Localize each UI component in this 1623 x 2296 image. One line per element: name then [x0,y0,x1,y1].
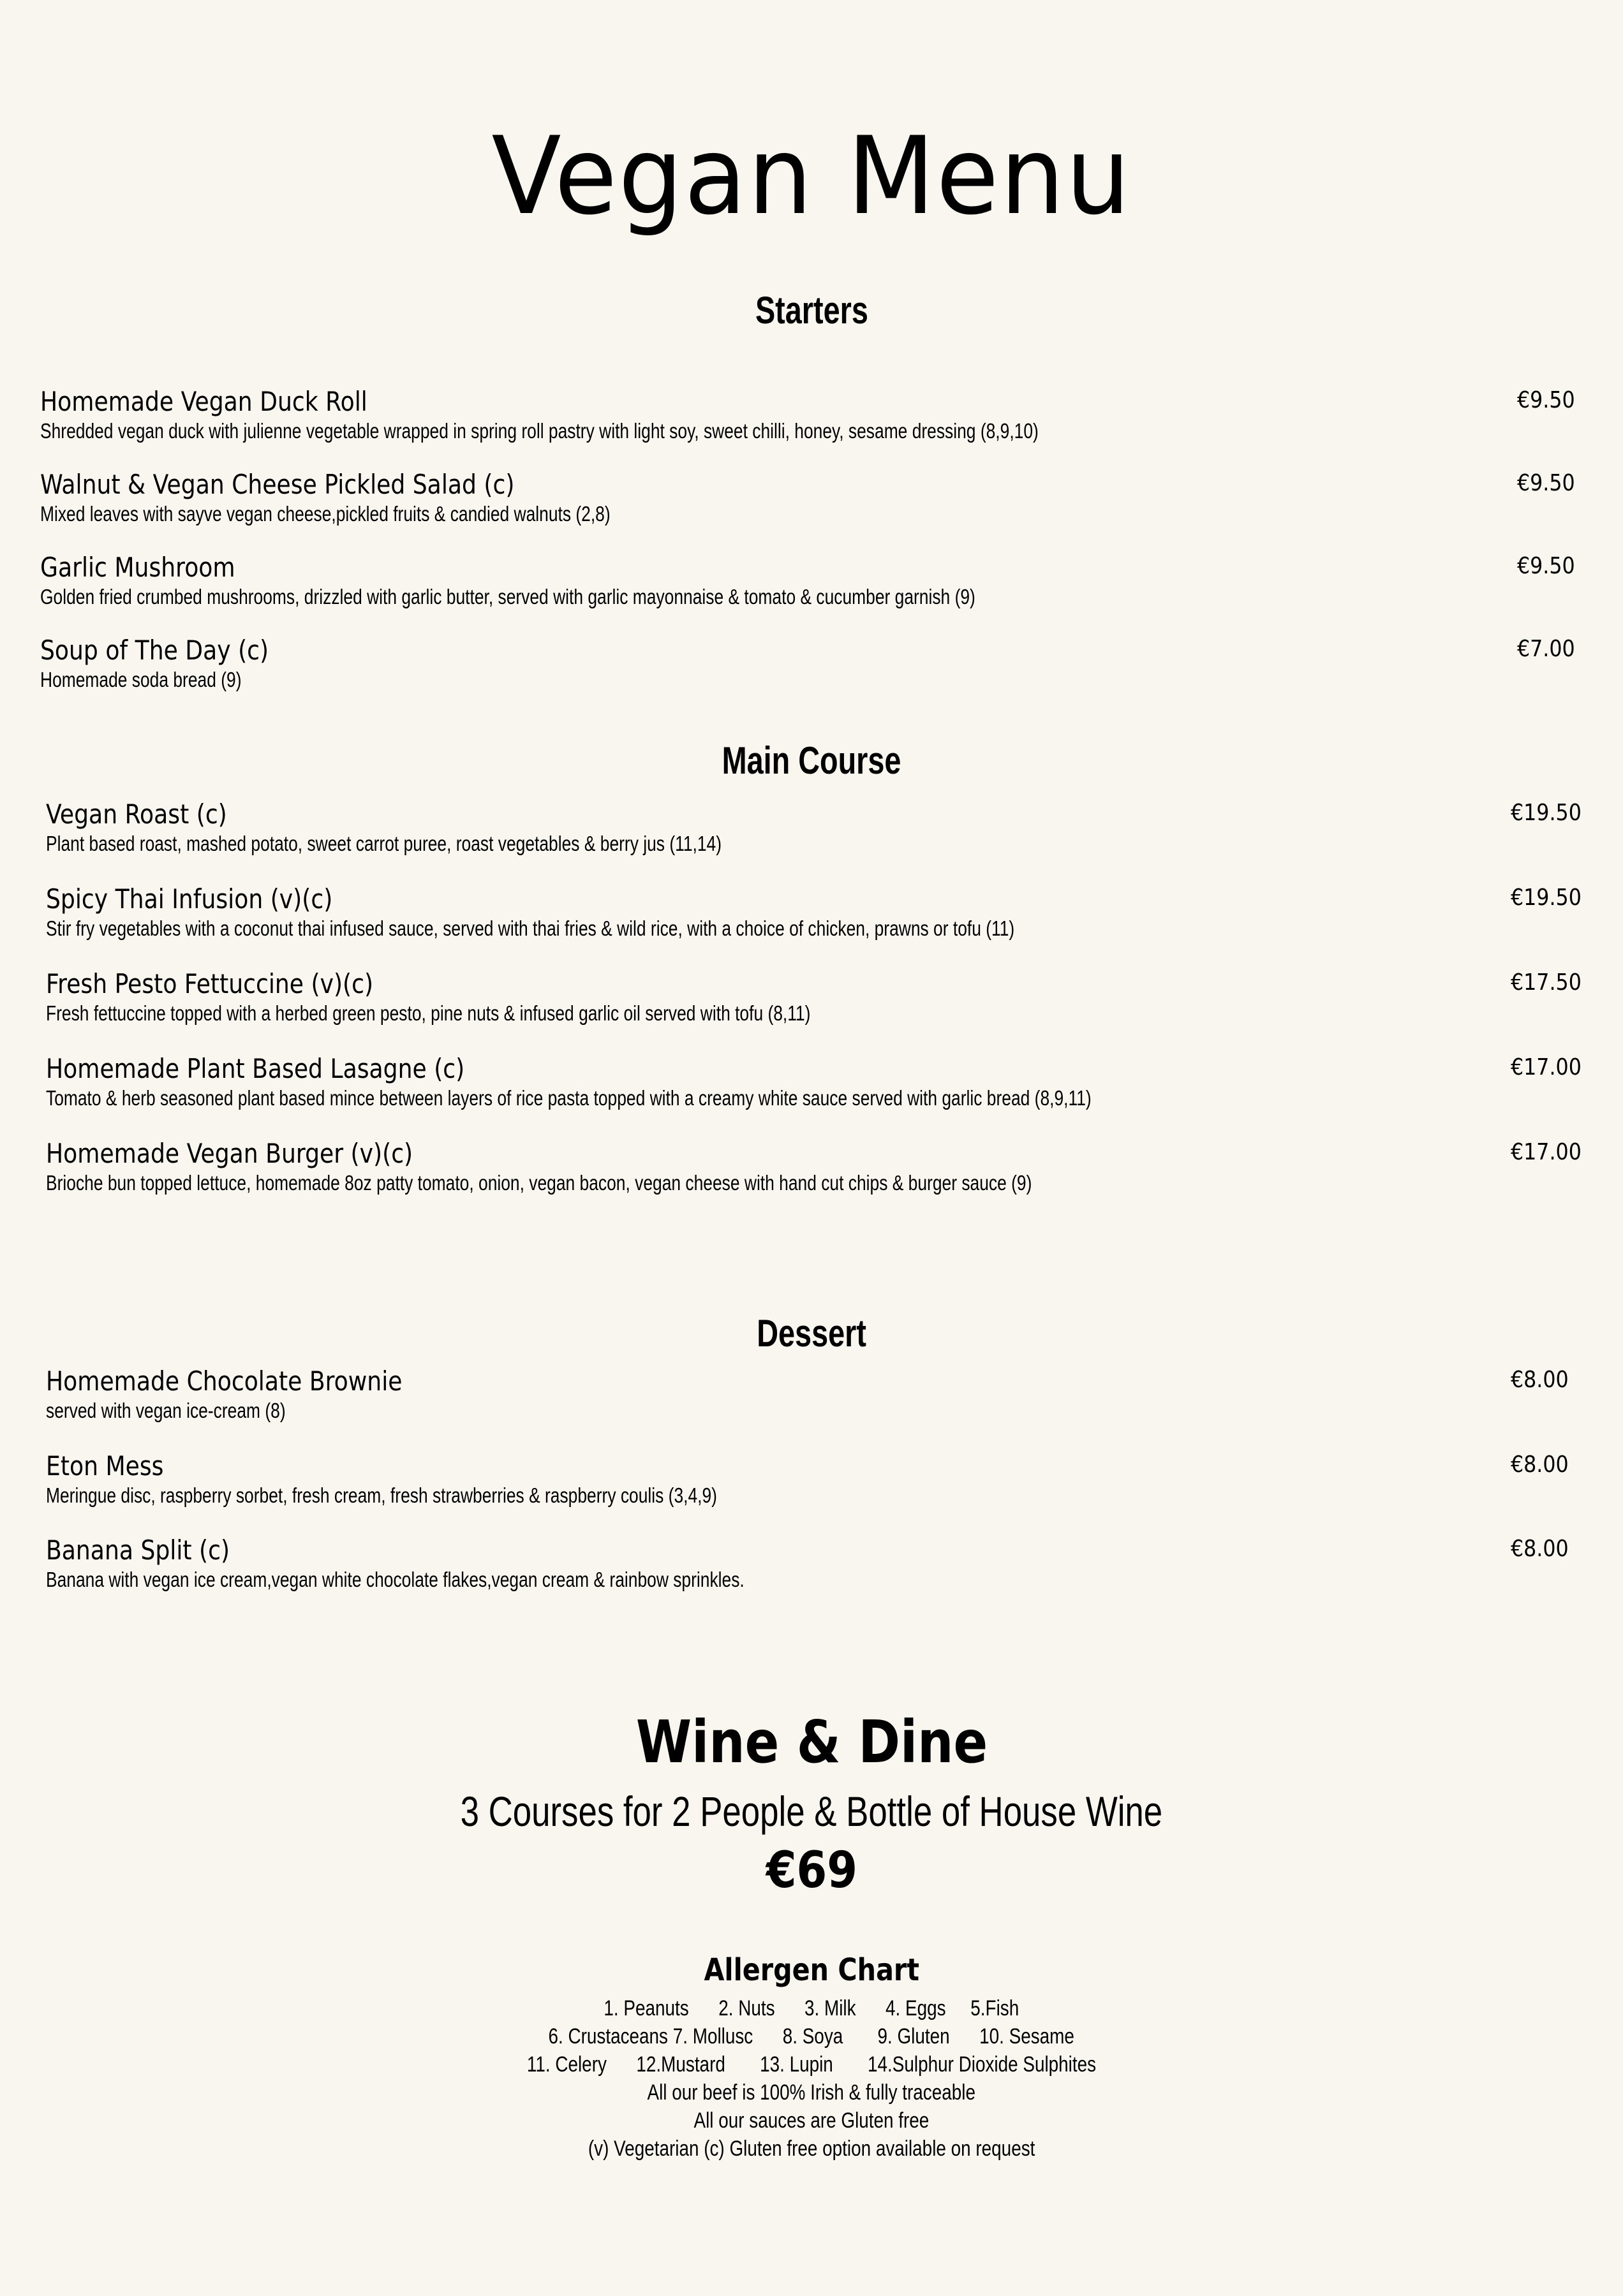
item-price: €8.00 [1511,1367,1569,1393]
item-price: €9.50 [1517,387,1575,413]
item-name: Eton Mess [46,1450,164,1482]
allergen-chart-title [0,1952,1623,1989]
item-name: Garlic Mushroom [40,552,235,583]
item-description: Fresh fettuccine topped with a herbed green pesto, pine nuts & infused garlic oil served with tofu (8,11) [46,1001,811,1025]
item-price: €17.50 [1511,969,1582,996]
item-description: Golden fried crumbed mushrooms, drizzled with garlic butter, served with garlic mayonnaise & tomato & cucumber garnish (9) [40,585,975,608]
item-price: €8.00 [1511,1452,1569,1478]
item-name: Walnut & Vegan Cheese Pickled Salad (c) [40,469,515,500]
item-name: Homemade Plant Based Lasagne (c) [46,1053,465,1084]
wine-dine-title-text: Wine & Dine [635,1708,988,1776]
dessert-heading-text: Dessert [757,1312,866,1355]
item-price: €8.00 [1511,1536,1569,1562]
section-heading-starters [0,288,1623,333]
menu-item-dessert-2 [46,1450,885,1508]
allergen-line-1: 1. Peanuts 2. Nuts 3. Milk 4. Eggs 5.Fish [604,1996,1019,2020]
item-description: Banana with vegan ice cream,vegan white chocolate flakes,vegan cream & rainbow sprinkles. [46,1568,745,1591]
wine-dine-title [0,1707,1623,1777]
item-description: Shredded vegan duck with julienne vegetable wrapped in spring roll pastry with light soy, sweet chilli, honey, sesame dressing (8,9,10) [40,419,1039,443]
item-price: €9.50 [1517,553,1575,579]
menu-item-starter-2 [40,468,753,527]
item-name: Homemade Vegan Duck Roll [40,386,367,417]
item-description: Brioche bun topped lettuce, homemade 8oz patty tomato, onion, vegan bacon, vegan cheese with hand cut chips & burger sauce (9) [46,1171,1032,1195]
item-description: Mixed leaves with sayve vegan cheese,pickled fruits & candied walnuts (2,8) [40,502,611,526]
menu-item-starter-4 [40,634,306,693]
item-name: Banana Split (c) [46,1534,230,1566]
item-price: €19.50 [1511,885,1582,911]
sauces-note: All our sauces are Gluten free [693,2108,930,2133]
wine-dine-price-text: €69 [766,1842,857,1899]
menu-title-text: Vegan Menu [491,114,1132,239]
allergen-line-2: 6. Crustaceans 7. Mollusc 8. Soya 9. Gluten 10. Sesame [548,2024,1075,2049]
item-price: €9.50 [1517,470,1575,496]
allergen-line-3: 11. Celery 12.Mustard 13. Lupin 14.Sulphur Dioxide Sulphites [526,2052,1097,2077]
wine-dine-price [0,1842,1623,1899]
item-description: Plant based roast, mashed potato, sweet carrot puree, roast vegetables & berry jus (11,14) [46,832,722,855]
item-name: Homemade Chocolate Brownie [46,1365,403,1397]
menu-item-starter-1 [40,385,1288,444]
item-price: €17.00 [1511,1054,1582,1080]
item-description: Meringue disc, raspberry sorbet, fresh cream, fresh strawberries & raspberry coulis (3,4,9) [46,1483,717,1507]
menu-item-starter-3 [40,551,1209,610]
main-course-heading-text: Main Course [722,739,901,782]
menu-item-dessert-1 [46,1365,460,1424]
item-name: Vegan Roast (c) [46,798,227,830]
section-heading-dessert [0,1311,1623,1356]
menu-item-main-5 [46,1137,1278,1196]
wine-dine-subtitle-text: 3 Courses for 2 People & Bottle of House Wine [460,1788,1163,1835]
dietary-legend-note: (v) Vegetarian (c) Gluten free option available on request [588,2137,1035,2161]
allergen-chart-title-text: Allergen Chart [704,1952,919,1988]
menu-item-main-1 [46,798,891,857]
menu-item-dessert-3 [46,1534,919,1593]
menu-item-main-4 [46,1052,1352,1111]
menu-item-main-3 [46,968,1002,1026]
item-name: Fresh Pesto Fettuccine (v)(c) [46,968,374,999]
item-description: Homemade soda bread (9) [40,668,242,691]
menu-item-main-2 [46,883,1257,941]
item-price: €7.00 [1517,636,1575,662]
item-description: served with vegan ice-cream (8) [46,1399,286,1422]
item-description: Tomato & herb seasoned plant based mince between layers of rice pasta topped with a creamy white sauce served with garlic bread (8,9,11) [46,1086,1092,1110]
item-name: Soup of The Day (c) [40,635,269,666]
item-name: Spicy Thai Infusion (v)(c) [46,883,333,915]
menu-title [0,112,1623,240]
item-price: €19.50 [1511,800,1582,826]
item-name: Homemade Vegan Burger (v)(c) [46,1138,413,1169]
item-price: €17.00 [1511,1139,1582,1165]
section-heading-main-course [0,739,1623,783]
beef-note: All our beef is 100% Irish & fully traceable [647,2080,976,2105]
wine-dine-subtitle [0,1787,1623,1836]
starters-heading-text: Starters [755,289,868,332]
item-description: Stir fry vegetables with a coconut thai infused sauce, served with thai fries & wild rice, with a choice of chicken, prawns or tofu (11) [46,916,1015,940]
